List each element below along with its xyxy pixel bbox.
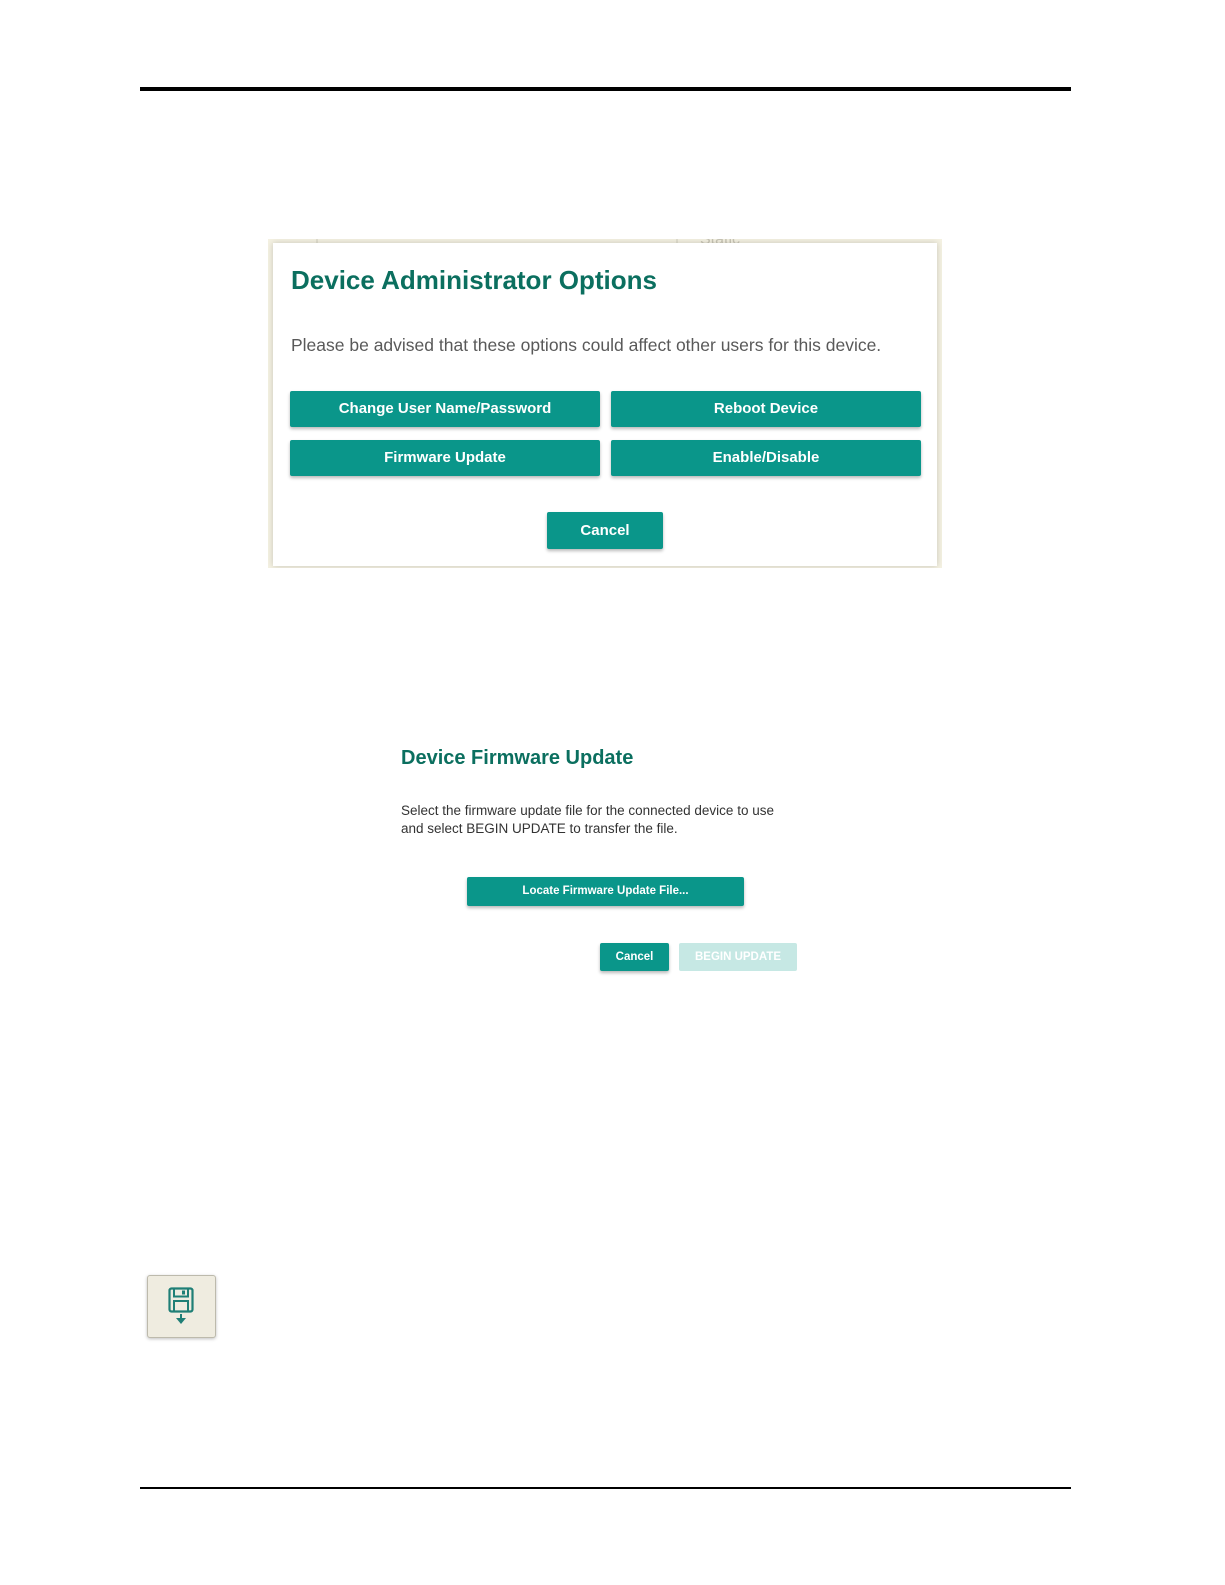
change-credentials-button[interactable]: Change User Name/Password xyxy=(290,391,600,427)
admin-options-screenshot xyxy=(268,239,942,568)
firmware-description xyxy=(401,802,821,838)
locate-firmware-file-button[interactable]: Locate Firmware Update File... xyxy=(467,877,744,906)
save-download-button[interactable] xyxy=(147,1275,216,1338)
footer-rule xyxy=(140,1487,1071,1489)
firmware-update-button[interactable]: Firmware Update xyxy=(290,440,600,476)
firmware-update-dialog xyxy=(385,735,825,985)
dialog-title: Device Administrator Options xyxy=(291,265,657,295)
admin-options-dialog xyxy=(273,243,937,566)
begin-update-button[interactable]: BEGIN UPDATE xyxy=(679,943,797,971)
cancel-button[interactable]: Cancel xyxy=(547,512,663,549)
floppy-download-icon xyxy=(168,1287,194,1325)
advice-text: Please be advised that these options could affect other users for this device. xyxy=(291,335,882,355)
firmware-cancel-button[interactable]: Cancel xyxy=(600,943,669,971)
header-rule xyxy=(140,87,1071,91)
firmware-dialog-title: Device Firmware Update xyxy=(401,747,634,769)
description-line: and select BEGIN UPDATE to transfer the file. xyxy=(401,821,678,836)
enable-disable-button[interactable]: Enable/Disable xyxy=(611,440,921,476)
reboot-device-button[interactable]: Reboot Device xyxy=(611,391,921,427)
description-line: Select the firmware update file for the connected device to use xyxy=(401,803,774,818)
